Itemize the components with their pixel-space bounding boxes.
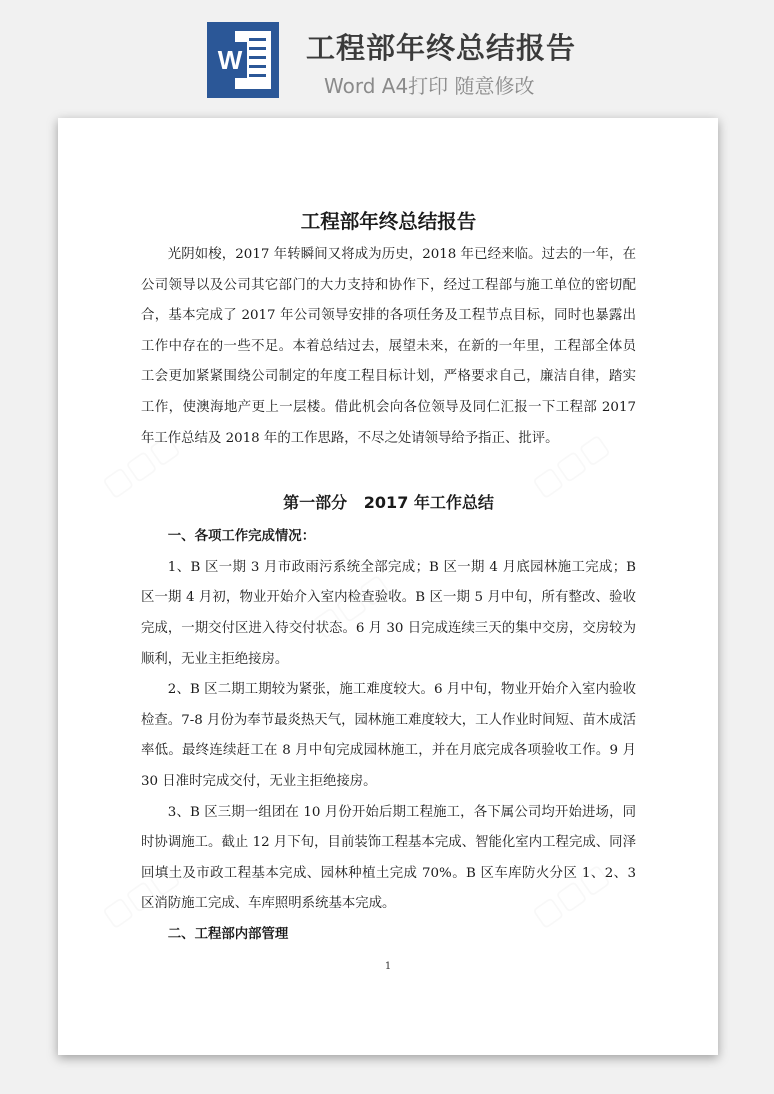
intro-paragraph: 光阴如梭，2017 年转瞬间又将成为历史，2018 年已经来临。过去的一年，在公司领导以及公司其它部门的大力支持和协作下，经过工程部与施工单位的密切配合，基本完成了 2017 年公司领导安排的各项任务及工程节点目标，同时也暴露出工作中存在的一些不足。本着总结过去，展望未来，在新的一年里，工程部全体员工会更加紧紧围绕公司制定的年度工程目标计划，严格要求自己，廉洁自律，踏实工作，使澳海地产更上一层楼。借此机会向各位领导及同仁汇报一下工程部 2017 年工作总结及 2018 年的工作思路，不尽之处请领导给予指正、批评。 [141, 247, 636, 446]
watermark: ▢▢▢ [95, 426, 186, 505]
watermark: ▢▢▢ [525, 426, 616, 505]
watermark: ▢▢▢ [525, 856, 616, 935]
section-heading: 一、各项工作完成情况： [167, 529, 316, 545]
watermark: ▢▢▢ [95, 856, 186, 935]
section-heading: 二、工程部内部管理 [167, 926, 289, 942]
list-item: 1、B 区一期 3 月市政雨污系统全部完成；B 区一期 4 月底园林施工完成；B 区一期 4 月初，物业开始介入室内检查验收。B 区一期 5 月中旬，所有整改、验收完成，一期交付区进入待交付状态。6 月 30 日完成连续三天的集中交房，交房较为顺利，无业主拒绝接房。 [141, 559, 636, 667]
list-item: 2、B 区二期工期较为紧张，施工难度较大。6 月中旬，物业开始介入室内验收检查。7-8 月份为奉节最炎热天气，园林施工难度较大，工人作业时间短、苗木成活率低。最终连续赶工在 8 月中旬完成园林施工，并在月底完成各项验收工作。9 月 30 日准时完成交付，无业主拒绝接房。 [141, 682, 636, 789]
document-title: 工程部年终总结报告 [300, 210, 477, 233]
word-icon [207, 22, 279, 98]
banner-subtitle: Word A4打印 随意修改 [324, 74, 535, 98]
watermark: ▢▢▢ [305, 566, 396, 645]
list-item: 3、B 区三期一组团在 10 月份开始后期工程施工，各下属公司均开始进场，同时协调施工。截止 12 月下旬，目前装饰工程基本完成、智能化室内工程完成、同泽回填土及市政工程基本完成、园林种植土完成 70%。B 区车库防火分区 1、2、3 区消防施工完成、车库照明系统基本完成。 [141, 804, 636, 912]
part-heading: 第一部分 2017 年工作总结 [283, 493, 494, 513]
word-logo-letter: W [217, 45, 243, 75]
page-number: 1 [384, 961, 392, 972]
banner [0, 0, 774, 110]
document-page [58, 118, 718, 1055]
document-body [141, 208, 636, 950]
banner-title: 工程部年终总结报告 [306, 31, 577, 65]
